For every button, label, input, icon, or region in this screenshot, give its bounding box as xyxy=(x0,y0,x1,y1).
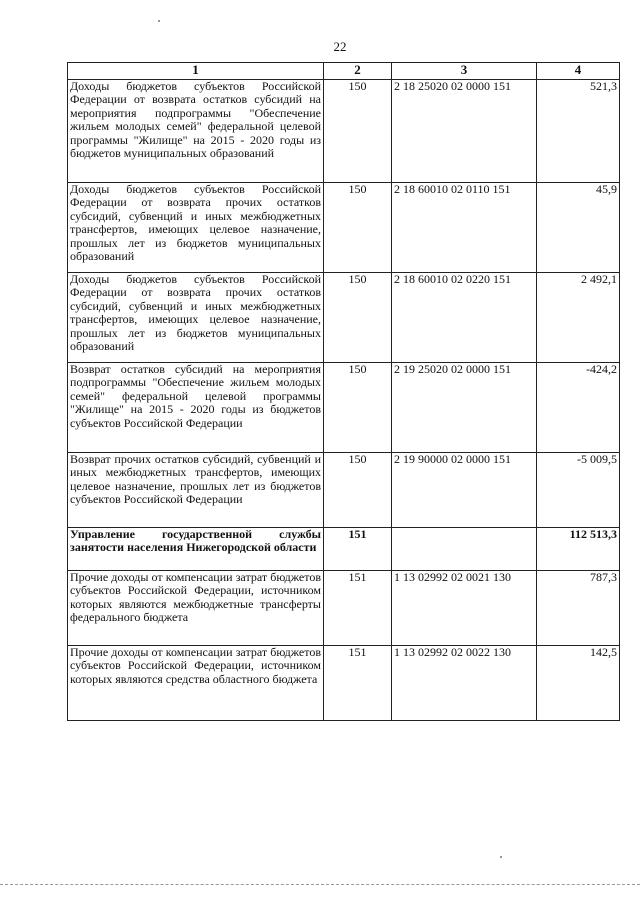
row-name-cell: Возврат остатков субсидий на мероприятия подпрограммы "Обеспечение жильем молодых семей" федеральной целевой программы "Жилище" на 2015 - 2020 годы из бюджетов субъектов Российской Федерации xyxy=(68,363,324,453)
row-admin-code-cell: 151 xyxy=(324,646,392,721)
row-name-cell: Доходы бюджетов субъектов Российской Федерации от возврата прочих остатков субсидий, субвенций и иных межбюджетных трансфертов, имеющих целевое назначение, прошлых лет из бюджетов муниципальных образований xyxy=(68,273,324,363)
row-amount-cell: -5 009,5 xyxy=(537,453,620,528)
table-row xyxy=(68,528,620,571)
table-row xyxy=(68,273,620,363)
row-amount-cell: 112 513,3 xyxy=(537,528,620,571)
table-row xyxy=(68,363,620,453)
page-bottom-divider xyxy=(0,884,640,885)
scan-speck xyxy=(500,856,502,858)
row-budget-code-cell xyxy=(392,528,537,571)
row-name-cell: Доходы бюджетов субъектов Российской Федерации от возврата прочих остатков субсидий, субвенций и иных межбюджетных трансфертов, имеющих целевое назначение, прошлых лет из бюджетов муниципальных образований xyxy=(68,183,324,273)
row-budget-code-cell: 2 19 25020 02 0000 151 xyxy=(392,363,537,453)
row-admin-code-cell: 151 xyxy=(324,571,392,646)
table-row xyxy=(68,80,620,183)
column-header-2: 2 xyxy=(324,63,392,80)
row-amount-cell: 787,3 xyxy=(537,571,620,646)
row-admin-code-cell: 150 xyxy=(324,363,392,453)
table-row xyxy=(68,453,620,528)
row-name-cell: Прочие доходы от компенсации затрат бюджетов субъектов Российской Федерации, источником которых являются средства областного бюджета xyxy=(68,646,324,721)
row-budget-code-cell: 1 13 02992 02 0021 130 xyxy=(392,571,537,646)
row-admin-code-cell: 150 xyxy=(324,183,392,273)
row-amount-cell: 142,5 xyxy=(537,646,620,721)
row-budget-code-cell: 1 13 02992 02 0022 130 xyxy=(392,646,537,721)
row-budget-code-cell: 2 18 60010 02 0110 151 xyxy=(392,183,537,273)
row-admin-code-cell: 150 xyxy=(324,273,392,363)
page-number: 22 xyxy=(333,39,347,54)
row-admin-code-cell: 151 xyxy=(324,528,392,571)
row-amount-cell: 521,3 xyxy=(537,80,620,183)
row-amount-cell: 2 492,1 xyxy=(537,273,620,363)
row-budget-code-cell: 2 18 60010 02 0220 151 xyxy=(392,273,537,363)
column-header-3: 3 xyxy=(392,63,537,80)
row-name-cell: Управление государственной службы занятости населения Нижегородской области xyxy=(68,528,324,571)
row-name-cell: Доходы бюджетов субъектов Российской Федерации от возврата остатков субсидий на мероприятия подпрограммы "Обеспечение жильем молодых семей" федеральной целевой программы "Жилище" на 2015 - 2020 годы из бюджетов муниципальных образований xyxy=(68,80,324,183)
row-name-cell: Возврат прочих остатков субсидий, субвенций и иных межбюджетных трансфертов, имеющих целевое назначение, прошлых лет из бюджетов субъектов Российской Федерации xyxy=(68,453,324,528)
row-admin-code-cell: 150 xyxy=(324,80,392,183)
scan-speck xyxy=(158,20,160,22)
row-admin-code-cell: 150 xyxy=(324,453,392,528)
column-header-4: 4 xyxy=(537,63,620,80)
row-budget-code-cell: 2 18 25020 02 0000 151 xyxy=(392,80,537,183)
table-row xyxy=(68,571,620,646)
table-row xyxy=(68,646,620,721)
budget-revenue-table xyxy=(67,62,620,721)
table-row xyxy=(68,183,620,273)
row-amount-cell: 45,9 xyxy=(537,183,620,273)
table-header-row xyxy=(68,63,620,80)
row-name-cell: Прочие доходы от компенсации затрат бюджетов субъектов Российской Федерации, источником которых являются межбюджетные трансферты федерального бюджета xyxy=(68,571,324,646)
row-budget-code-cell: 2 19 90000 02 0000 151 xyxy=(392,453,537,528)
column-header-1: 1 xyxy=(68,63,324,80)
table-body xyxy=(68,80,620,721)
row-amount-cell: -424,2 xyxy=(537,363,620,453)
